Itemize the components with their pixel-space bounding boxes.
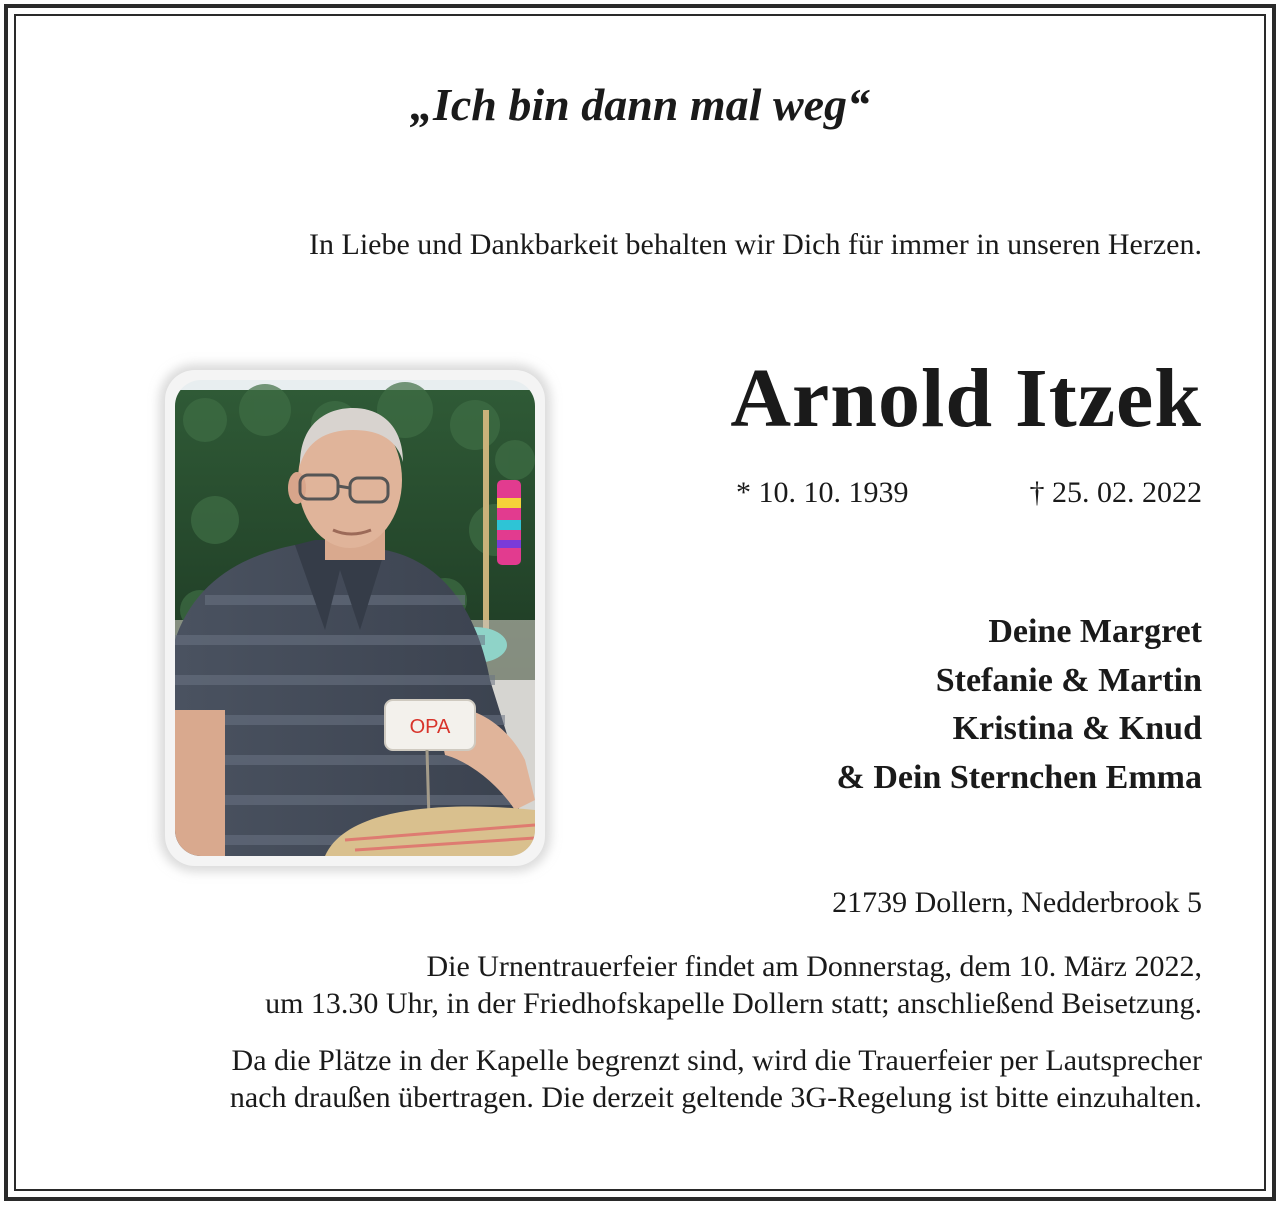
portrait-photo [175, 380, 535, 856]
ceremony-line: um 13.30 Uhr, in der Friedhofskapelle Dollern statt; anschließend Beisetzung. [265, 987, 1202, 1020]
opa-sign-text: OPA [409, 716, 451, 738]
motto-quote: „Ich bin dann mal weg“ [409, 79, 871, 130]
mourner-line: Kristina & Knud [952, 710, 1202, 747]
mourner-line: & Dein Sternchen Emma [836, 758, 1202, 796]
mourner-line: Stefanie & Martin [935, 661, 1202, 699]
notice-line: Da die Plätze in der Kapelle begrenzt sind, wird die Trauerfeier per Lautsprecher [231, 1044, 1202, 1077]
address-text: 21739 Dollern, Nedderbrook 5 [832, 886, 1202, 919]
death-date: † 25. 02. 2022 [1029, 476, 1202, 509]
dedication-text: In Liebe und Dankbarkeit behalten wir Dich für immer in unseren Herzen. [309, 228, 1202, 261]
mourners-list [602, 608, 1202, 802]
ceremony-line: Die Urnentrauerfeier findet am Donnerstag, dem 10. März 2022, [426, 950, 1202, 983]
notice-text [52, 1042, 1202, 1116]
birth-date: * 10. 10. 1939 [736, 476, 909, 509]
deceased-name: Arnold Itzek [730, 352, 1202, 445]
ceremony-info [52, 948, 1202, 1022]
mourner-line: Deine Margret [988, 613, 1202, 650]
notice-line: nach draußen übertragen. Die derzeit geltende 3G-Regelung ist bitte einzuhalten. [229, 1081, 1202, 1114]
